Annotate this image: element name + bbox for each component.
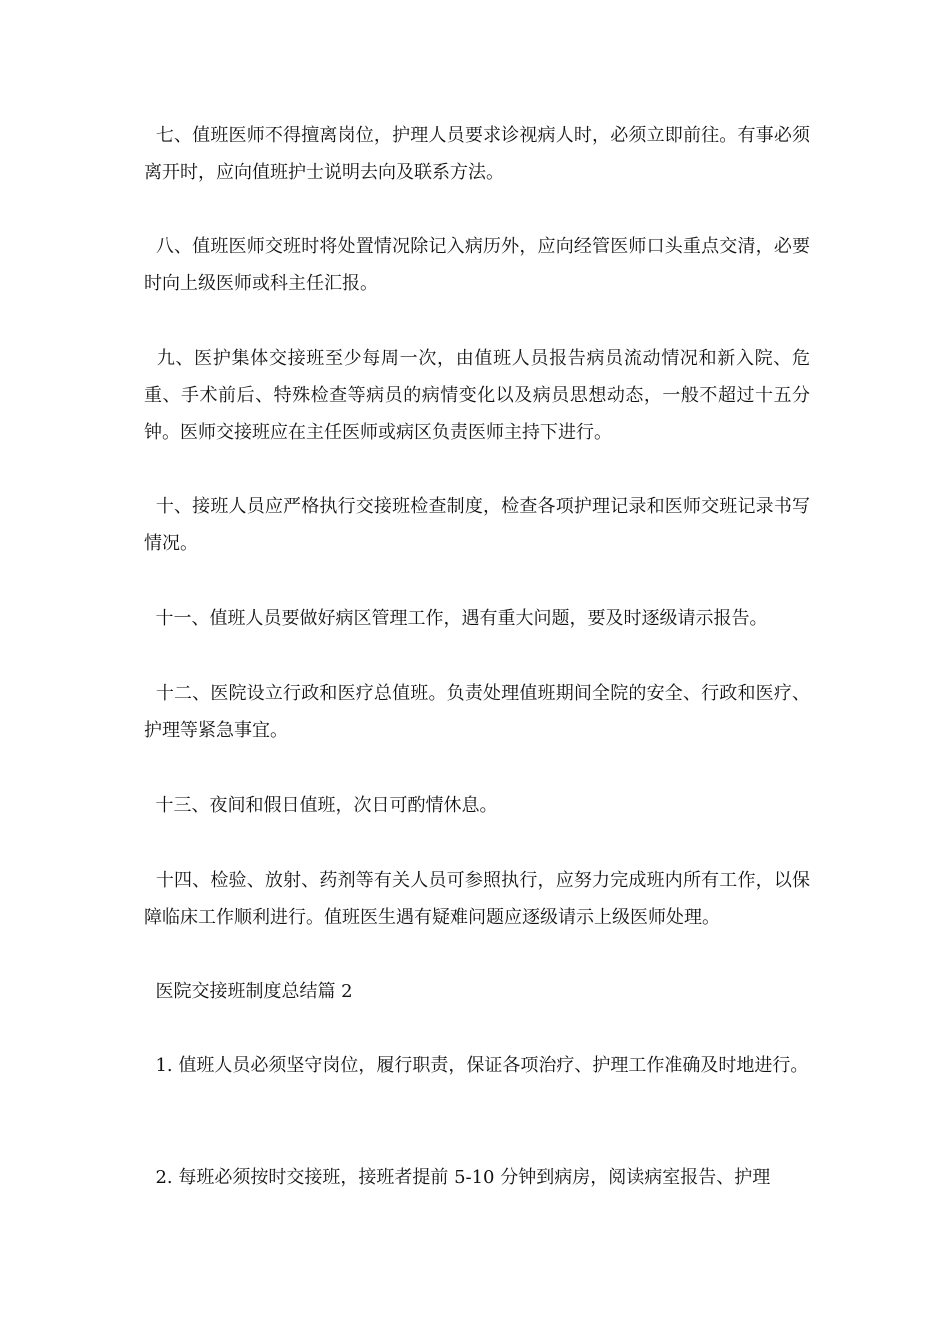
paragraph-seven: 七、值班医师不得擅离岗位，护理人员要求诊视病人时，必须立即前往。有事必须离开时，应向值班护士说明去向及联系方法。 xyxy=(144,125,811,183)
paragraph-thirteen: 十三、夜间和假日值班，次日可酌情休息。 xyxy=(144,795,498,816)
paragraph-twelve: 十二、医院设立行政和医疗总值班。负责处理值班期间全院的安全、行政和医疗、护理等紧急事宜。 xyxy=(144,683,811,741)
paragraph-eight: 八、值班医师交班时将处置情况除记入病历外，应向经管医师口头重点交清，必要时向上级医师或科主任汇报。 xyxy=(144,236,811,294)
paragraph-fourteen: 十四、检验、放射、药剂等有关人员可参照执行，应努力完成班内所有工作，以保障临床工作顺利进行。值班医生遇有疑难问题应逐级请示上级医师处理。 xyxy=(144,870,811,928)
paragraph-ten: 十、接班人员应严格执行交接班检查制度，检查各项护理记录和医师交班记录书写情况。 xyxy=(144,496,811,554)
paragraph-nine: 九、医护集体交接班至少每周一次，由值班人员报告病员流动情况和新入院、危重、手术前后、特殊检查等病员的病情变化以及病员思想动态，一般不超过十五分钟。医师交接班应在主任医师或病区负责医师主持下进行。 xyxy=(144,348,810,443)
section-heading: 医院交接班制度总结篇 2 xyxy=(144,981,353,1002)
paragraph-eleven: 十一、值班人员要做好病区管理工作，遇有重大问题，要及时逐级请示报告。 xyxy=(144,608,768,629)
list-item-2: 2. 每班必须按时交接班，接班者提前 5-10 分钟到病房，阅读病室报告、护理 xyxy=(144,1167,771,1188)
list-item-1: 1. 值班人员必须坚守岗位，履行职责，保证各项治疗、护理工作准确及时地进行。 xyxy=(144,1055,809,1076)
